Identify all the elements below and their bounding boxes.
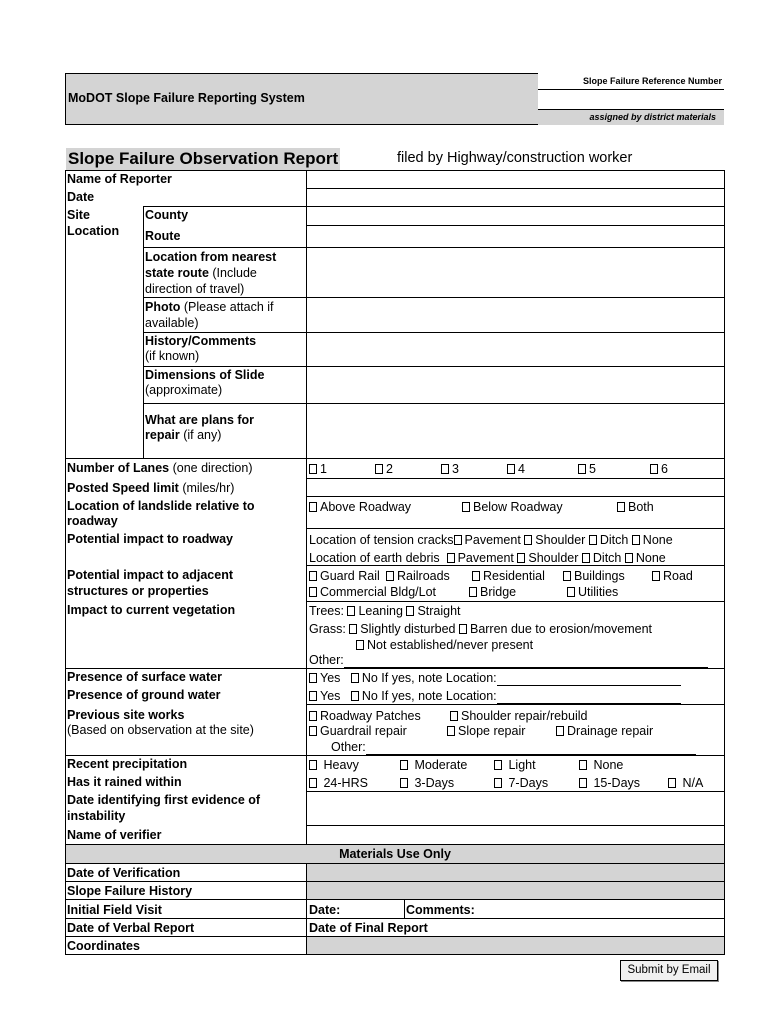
ground-water-location-input[interactable] bbox=[497, 691, 681, 704]
report-title: Slope Failure Observation Report bbox=[68, 149, 339, 168]
impact-roadway-label: Potential impact to roadway bbox=[67, 532, 234, 546]
rained-24hrs[interactable]: 24-HRS bbox=[309, 775, 368, 791]
visit-comments-label: Comments: bbox=[406, 903, 475, 917]
lanes-label: Number of Lanes (one direction) bbox=[67, 461, 253, 475]
checkbox-icon[interactable] bbox=[469, 587, 477, 597]
first-evidence-label-2: instability bbox=[67, 809, 126, 823]
precipitation-label: Recent precipitation bbox=[67, 757, 188, 771]
adjacent-commercial[interactable]: Commercial Bldg/Lot bbox=[309, 584, 436, 600]
ref-note: assigned by district materials bbox=[538, 109, 724, 125]
checkbox-icon[interactable] bbox=[386, 571, 394, 581]
checkbox-icon[interactable] bbox=[351, 673, 359, 683]
checkbox-icon[interactable] bbox=[309, 691, 317, 701]
checkbox-icon[interactable] bbox=[309, 571, 317, 581]
checkbox-icon[interactable] bbox=[462, 502, 470, 512]
checkbox-icon[interactable] bbox=[347, 606, 355, 616]
initial-visit-label: Initial Field Visit bbox=[67, 903, 162, 917]
checkbox-icon[interactable] bbox=[589, 535, 597, 545]
ground-water-row: Yes No If yes, note Location: bbox=[309, 688, 681, 704]
checkbox-icon[interactable] bbox=[349, 624, 357, 634]
nearest-route-label-3: direction of travel) bbox=[145, 282, 245, 296]
landslide-below[interactable]: Below Roadway bbox=[462, 499, 563, 515]
rained-15days[interactable]: 15-Days bbox=[579, 775, 640, 791]
adjacent-utilities[interactable]: Utilities bbox=[567, 584, 618, 600]
report-subtitle: filed by Highway/construction worker bbox=[397, 150, 633, 166]
checkbox-icon[interactable] bbox=[625, 553, 633, 563]
checkbox-icon[interactable] bbox=[309, 726, 317, 736]
checkbox-icon[interactable] bbox=[567, 587, 575, 597]
verification-input[interactable] bbox=[307, 864, 724, 881]
checkbox-icon[interactable] bbox=[556, 726, 564, 736]
site-label: Site bbox=[67, 208, 90, 222]
checkbox-icon[interactable] bbox=[472, 571, 480, 581]
ground-water-label: Presence of ground water bbox=[67, 688, 221, 702]
dimensions-label: Dimensions of Slide bbox=[145, 368, 265, 382]
rained-3days[interactable]: 3-Days bbox=[400, 775, 454, 791]
landslide-above[interactable]: Above Roadway bbox=[309, 499, 411, 515]
history-label: History/Comments bbox=[145, 334, 257, 348]
lanes-option-6[interactable]: 6 bbox=[650, 461, 668, 477]
earth-debris-row: Location of earth debris Pavement Shoulder Ditch None bbox=[309, 551, 666, 565]
checkbox-icon[interactable] bbox=[459, 624, 467, 634]
checkbox-icon[interactable] bbox=[524, 535, 532, 545]
route-label: Route bbox=[145, 229, 181, 243]
checkbox-icon[interactable] bbox=[450, 711, 458, 721]
ref-number-input[interactable] bbox=[538, 90, 724, 109]
landslide-both[interactable]: Both bbox=[617, 499, 654, 515]
checkbox-icon[interactable] bbox=[563, 571, 571, 581]
works-other-input[interactable] bbox=[366, 742, 696, 755]
checkbox-icon[interactable] bbox=[309, 502, 317, 512]
dimensions-label-2: (approximate) bbox=[145, 383, 223, 397]
rained-na[interactable]: N/A bbox=[668, 775, 703, 791]
works-guardrail-repair[interactable]: Guardrail repair bbox=[309, 723, 407, 739]
checkbox-icon[interactable] bbox=[400, 760, 408, 770]
checkbox-icon[interactable] bbox=[309, 778, 317, 788]
final-report-label: Date of Final Report bbox=[309, 921, 428, 935]
checkbox-icon[interactable] bbox=[309, 760, 317, 770]
checkbox-icon[interactable] bbox=[309, 673, 317, 683]
lanes-option-2[interactable]: 2 bbox=[375, 461, 393, 477]
checkbox-icon[interactable] bbox=[309, 711, 317, 721]
checkbox-icon[interactable] bbox=[650, 464, 658, 474]
verification-label: Date of Verification bbox=[67, 866, 181, 880]
impact-adjacent-label: Potential impact to adjacent bbox=[67, 568, 234, 582]
history-input[interactable] bbox=[307, 882, 724, 899]
plans-label-2: repair (if any) bbox=[145, 428, 222, 442]
checkbox-icon[interactable] bbox=[309, 587, 317, 597]
plans-label: What are plans for bbox=[145, 413, 255, 427]
checkbox-icon[interactable] bbox=[494, 778, 502, 788]
checkbox-icon[interactable] bbox=[668, 778, 676, 788]
photo-label-2: available) bbox=[145, 316, 199, 330]
checkbox-icon[interactable] bbox=[447, 726, 455, 736]
materials-header: Materials Use Only bbox=[339, 847, 451, 861]
rained-7days[interactable]: 7-Days bbox=[494, 775, 548, 791]
landslide-label: Location of landslide relative to bbox=[67, 499, 255, 513]
impact-vegetation-label: Impact to current vegetation bbox=[67, 603, 236, 617]
previous-works-label: Previous site works bbox=[67, 708, 185, 722]
ref-label: Slope Failure Reference Number bbox=[538, 73, 724, 90]
checkbox-icon[interactable] bbox=[617, 502, 625, 512]
verbal-report-label: Date of Verbal Report bbox=[67, 921, 195, 935]
surface-water-row: Yes No If yes, note Location: bbox=[309, 670, 681, 686]
precip-light[interactable]: Light bbox=[494, 757, 536, 773]
checkbox-icon[interactable] bbox=[579, 778, 587, 788]
nearest-route-label-2: state route (Include bbox=[145, 266, 257, 280]
checkbox-icon[interactable] bbox=[494, 760, 502, 770]
works-slope-repair[interactable]: Slope repair bbox=[447, 723, 525, 739]
precip-moderate[interactable]: Moderate bbox=[400, 757, 467, 773]
lanes-option-1[interactable]: 1 bbox=[309, 461, 327, 477]
visit-date-label: Date: bbox=[309, 903, 341, 917]
checkbox-icon[interactable] bbox=[632, 535, 640, 545]
date-label: Date bbox=[67, 190, 95, 204]
reporter-label: Name of Reporter bbox=[67, 172, 172, 186]
lanes-option-5[interactable]: 5 bbox=[578, 461, 596, 477]
precip-heavy[interactable]: Heavy bbox=[309, 757, 359, 773]
nearest-route-label-1: Location from nearest bbox=[145, 250, 277, 264]
works-drainage-repair[interactable]: Drainage repair bbox=[556, 723, 653, 739]
checkbox-icon[interactable] bbox=[454, 535, 462, 545]
surface-water-label: Presence of surface water bbox=[67, 670, 222, 684]
vegetation-other: Other: bbox=[309, 652, 708, 668]
grass-not-established[interactable]: Not established/never present bbox=[356, 637, 533, 653]
checkbox-icon[interactable] bbox=[507, 464, 515, 474]
adjacent-residential[interactable]: Residential bbox=[472, 568, 545, 584]
works-other: Other: bbox=[331, 739, 696, 755]
previous-works-label-2: (Based on observation at the site) bbox=[67, 723, 254, 737]
coordinates-label: Coordinates bbox=[67, 939, 140, 953]
checkbox-icon[interactable] bbox=[578, 464, 586, 474]
history-failure-label: Slope Failure History bbox=[67, 884, 193, 898]
location-label: Location bbox=[67, 224, 120, 238]
vegetation-other-input[interactable] bbox=[344, 655, 708, 668]
submit-email-button[interactable]: Submit by Email bbox=[620, 960, 718, 981]
rained-label: Has it rained within bbox=[67, 775, 182, 789]
works-roadway-patches[interactable]: Roadway Patches bbox=[309, 708, 421, 724]
lanes-option-4[interactable]: 4 bbox=[507, 461, 525, 477]
checkbox-icon[interactable] bbox=[356, 640, 364, 650]
adjacent-guardrail[interactable]: Guard Rail bbox=[309, 568, 380, 584]
impact-adjacent-label-2: structures or properties bbox=[67, 584, 209, 598]
adjacent-bridge[interactable]: Bridge bbox=[469, 584, 516, 600]
photo-label: Photo (Please attach if bbox=[145, 300, 274, 314]
checkbox-icon[interactable] bbox=[447, 553, 455, 563]
coordinates-input[interactable] bbox=[307, 937, 724, 954]
surface-water-location-input[interactable] bbox=[497, 673, 681, 686]
checkbox-icon[interactable] bbox=[400, 778, 408, 788]
tension-cracks-row: Location of tension cracks Pavement Shoulder Ditch None bbox=[309, 533, 673, 547]
lanes-option-3[interactable]: 3 bbox=[441, 461, 459, 477]
verifier-label: Name of verifier bbox=[67, 828, 162, 842]
works-shoulder-repair[interactable]: Shoulder repair/rebuild bbox=[450, 708, 587, 724]
county-label: County bbox=[145, 208, 189, 222]
system-title: MoDOT Slope Failure Reporting System bbox=[68, 91, 305, 105]
speed-label: Posted Speed limit (miles/hr) bbox=[67, 481, 235, 495]
landslide-label-2: roadway bbox=[67, 514, 118, 528]
checkbox-icon[interactable] bbox=[579, 760, 587, 770]
checkbox-icon[interactable] bbox=[582, 553, 590, 563]
adjacent-buildings[interactable]: Buildings bbox=[563, 568, 625, 584]
checkbox-icon[interactable] bbox=[517, 553, 525, 563]
checkbox-icon[interactable] bbox=[375, 464, 383, 474]
checkbox-icon[interactable] bbox=[351, 691, 359, 701]
trees-row: Trees: Leaning Straight bbox=[309, 604, 461, 618]
checkbox-icon[interactable] bbox=[652, 571, 660, 581]
grass-row: Grass: Slightly disturbed Barren due to erosion/movement bbox=[309, 622, 653, 636]
adjacent-railroads[interactable]: Railroads bbox=[386, 568, 450, 584]
adjacent-road[interactable]: Road bbox=[652, 568, 693, 584]
first-evidence-label: Date identifying first evidence of bbox=[67, 793, 261, 807]
checkbox-icon[interactable] bbox=[406, 606, 414, 616]
checkbox-icon[interactable] bbox=[441, 464, 449, 474]
checkbox-icon[interactable] bbox=[309, 464, 317, 474]
history-label-2: (if known) bbox=[145, 349, 200, 363]
precip-none[interactable]: None bbox=[579, 757, 623, 773]
